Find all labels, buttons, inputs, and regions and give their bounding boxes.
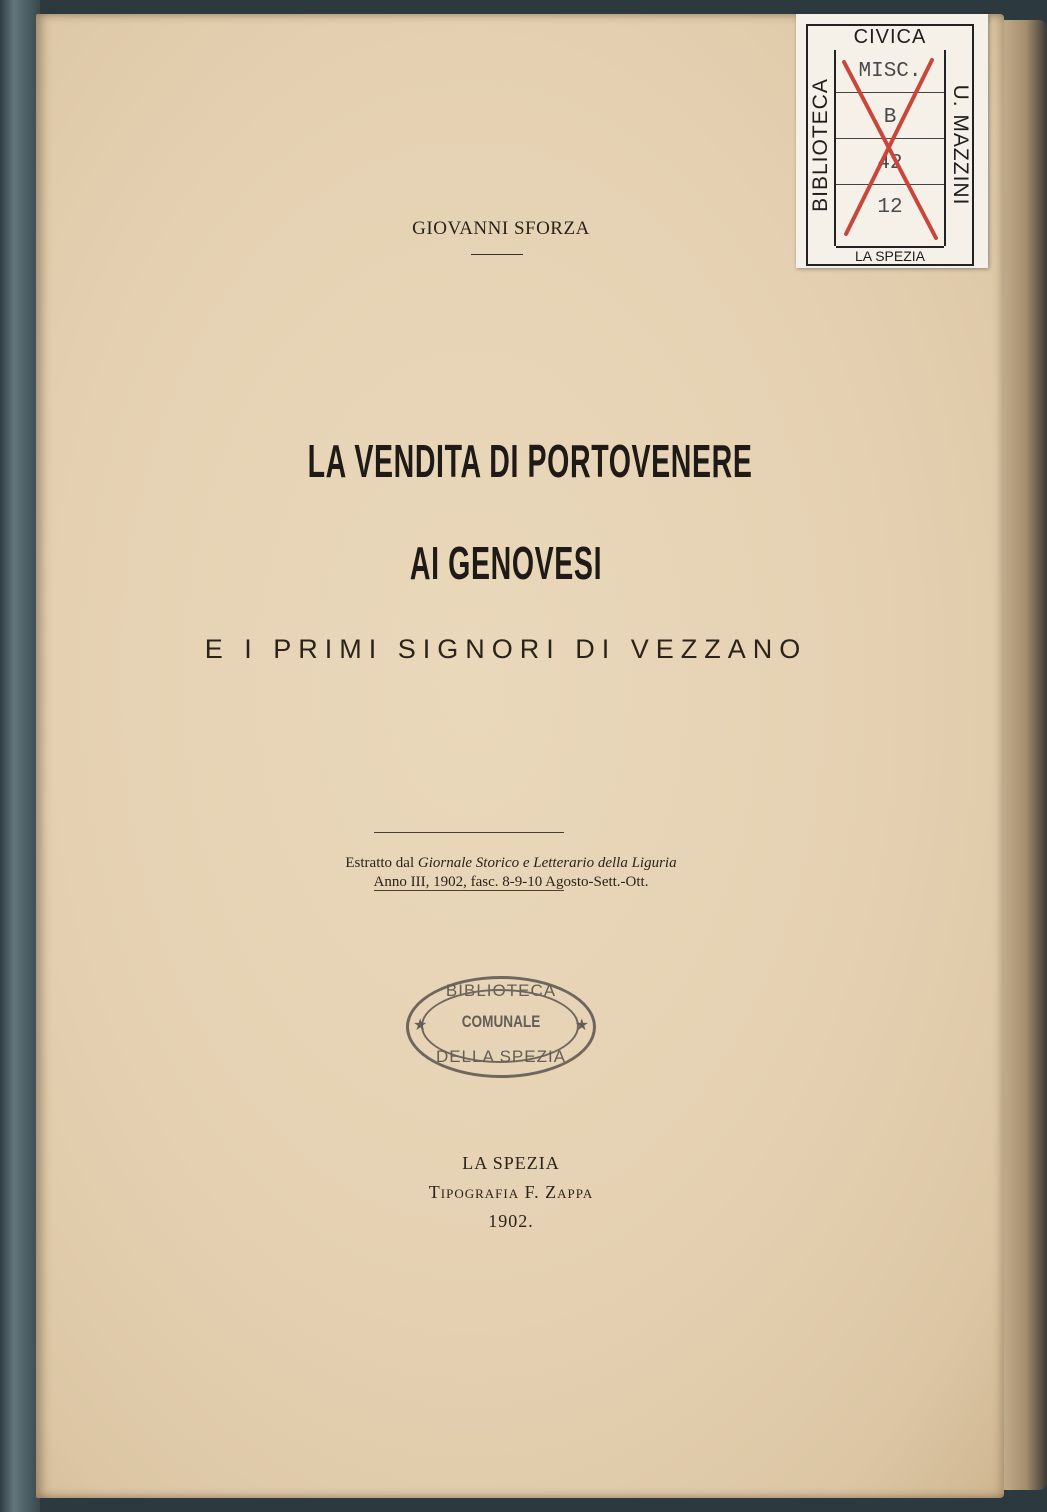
extract-note: [276, 854, 746, 892]
imprint-printer: Tipografia F. Zappa: [428, 1182, 594, 1202]
subtitle: E I PRIMI SIGNORI DI VEZZANO: [204, 634, 808, 664]
label-divider-right: [944, 50, 946, 246]
cross-out-mark-icon: [836, 48, 944, 246]
library-stamp: [406, 976, 596, 1078]
shelfmark-row: 12: [877, 196, 903, 219]
label-left-text: BIBLIOTECA: [809, 78, 832, 212]
title-line-1: LA VENDITA DI PORTOVENERE: [307, 435, 753, 487]
title-line-2: AI GENOVESI: [409, 537, 603, 589]
book-cover-edge: [0, 0, 40, 1512]
shelfmark-row: 42: [836, 144, 944, 185]
author-divider: [471, 254, 523, 255]
stamp-top-text: BIBLIOTECA: [445, 981, 557, 1000]
label-bottom-text: LA SPEZIA: [836, 246, 944, 264]
imprint-year: 1902.: [488, 1211, 534, 1231]
extract-rule-bottom: [374, 890, 564, 891]
imprint: [366, 1149, 656, 1236]
library-shelf-label: [796, 14, 988, 268]
shelfmark-row: MISC.: [836, 52, 944, 93]
extract-prefix: Estratto dal: [345, 855, 418, 871]
label-top-text: CIVICA: [853, 26, 927, 48]
extract-line-1: [276, 854, 746, 873]
journal-name: Giornale Storico e Letterario della Liguria: [417, 855, 677, 871]
stamp-bottom-text: DELLA SPEZIA: [435, 1047, 567, 1066]
author-name: GIOVANNI SFORZA: [412, 218, 590, 239]
label-frame: [806, 24, 974, 266]
stamp-middle-text: COMUNALE: [461, 1012, 541, 1031]
extract-line-2: Anno III, 1902, fasc. 8-9-10 Agosto-Sett.-Ott.: [373, 874, 649, 890]
shelfmark-row: B: [836, 98, 944, 139]
extract-rule-top: [374, 832, 564, 833]
stamp-star-icon: ★: [574, 1017, 589, 1034]
imprint-city: LA SPEZIA: [462, 1153, 560, 1173]
label-right-text: U. MAZZINI: [949, 84, 972, 206]
stamp-star-icon: ★: [413, 1017, 428, 1034]
